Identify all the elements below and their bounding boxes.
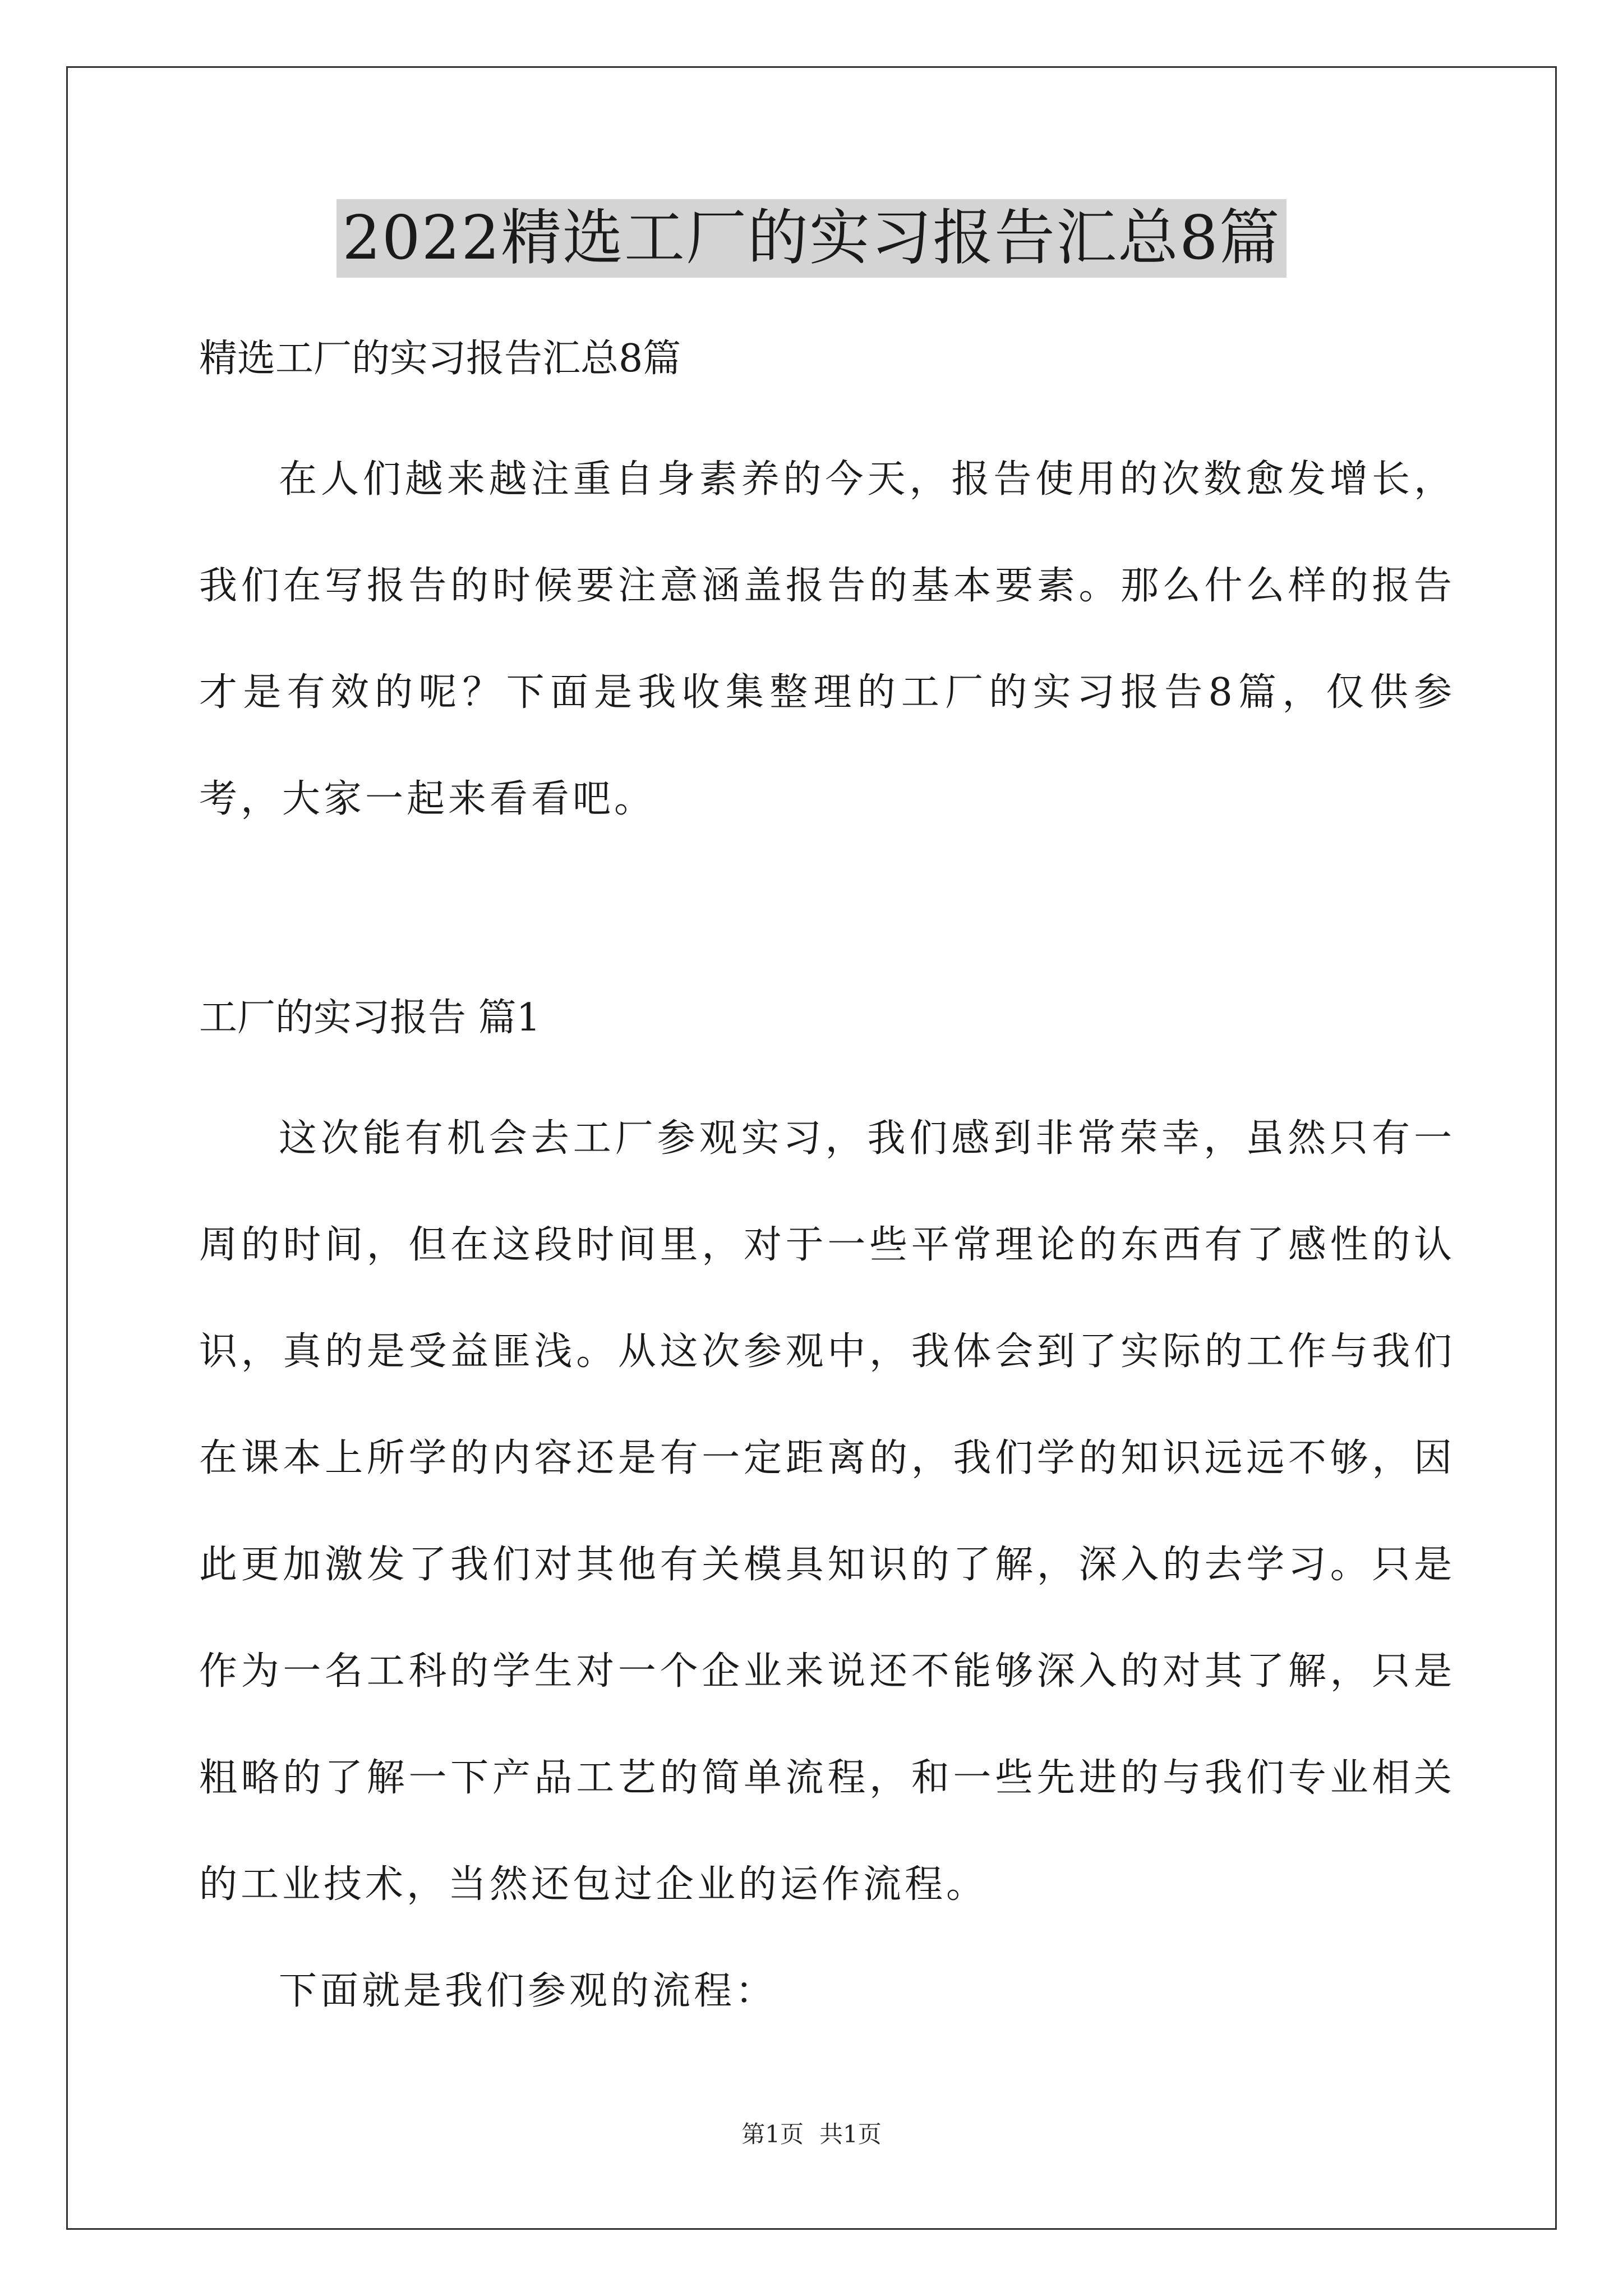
page-number: 第1页 — [741, 2120, 804, 2148]
title-container — [0, 199, 1623, 278]
section-heading: 工厂的实习报告 篇1 — [199, 996, 541, 1040]
document-title: 2022精选工厂的实习报告汇总8篇 — [336, 199, 1287, 278]
section-paragraph-next: 下面就是我们参观的流程： — [279, 1969, 777, 2013]
page-total: 共1页 — [819, 2120, 882, 2148]
section-paragraph: 这次能有机会去工厂参观实习，我们感到非常荣幸，虽然只有一周的时间，但在这段时间里，对于一些平常理论的东西有了感性的认识，真的是受益匪浅。从这次参观中，我体会到了实际的工作与我们在课本上所学的内容还是有一定距离的，我们学的知识远远不够，因此更加激发了我们对其他有关模具知识的了解，深入的去学习。只是作为一名工科的学生对一个企业来说还不能够深入的对其了解，只是粗略的了解一下产品工艺的简单流程，和一些先进的与我们专业相关的工业技术，当然还包过企业的运作流程。 — [199, 1116, 1455, 1907]
page-footer — [0, 2118, 1623, 2151]
intro-paragraph: 在人们越来越注重自身素养的今天，报告使用的次数愈发增长，我们在写报告的时候要注意涵盖报告的基本要素。那么什么样的报告才是有效的呢？下面是我收集整理的工厂的实习报告8篇，仅供参考，大家一起来看看吧。 — [199, 457, 1456, 821]
document-subtitle: 精选工厂的实习报告汇总8篇 — [199, 337, 681, 381]
document-body — [199, 331, 1455, 2045]
